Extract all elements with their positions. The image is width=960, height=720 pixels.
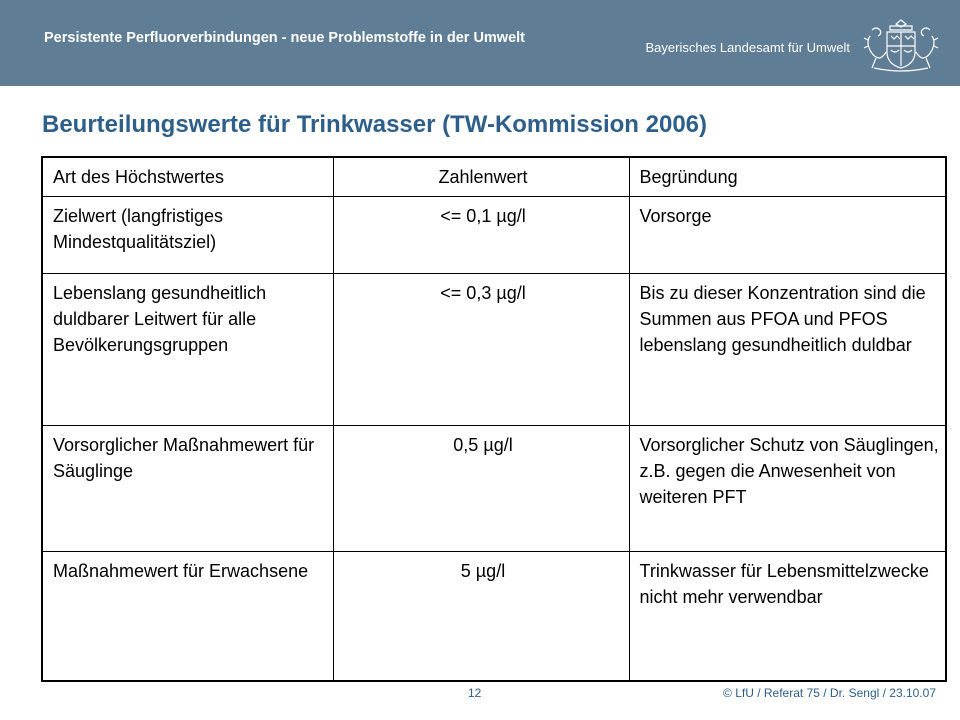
cell-type: Lebenslang gesundheitlich duldbarer Leitwert für alle Bevölkerungsgruppen [42,274,333,426]
column-header-type: Art des Höchstwertes [42,157,333,197]
cell-reason: Trinkwasser für Lebensmittelzwecke nicht mehr verwendbar [629,552,946,681]
cell-value: <= 0,1 µg/l [333,197,629,274]
presentation-title: Persistente Perfluorverbindungen - neue Problemstoffe in der Umwelt [44,30,526,46]
table-row [42,197,946,274]
cell-reason: Bis zu dieser Konzentration sind die Summen aus PFOA und PFOS lebenslang gesundheitlich duldbar [629,274,946,426]
assessment-values-table [41,156,947,682]
table-row [42,274,946,426]
organization-name: Bayerisches Landesamt für Umwelt [645,40,850,55]
footer-credit: © LfU / Referat 75 / Dr. Sengl / 23.10.07 [723,686,936,700]
cell-reason: Vorsorge [629,197,946,274]
cell-value: <= 0,3 µg/l [333,274,629,426]
page-number: 12 [468,686,482,700]
table-row [42,426,946,552]
column-header-value: Zahlenwert [333,157,629,197]
slide-header [0,0,960,86]
bavarian-coat-of-arms-icon [860,16,942,74]
cell-value: 0,5 µg/l [333,426,629,552]
cell-type: Vorsorglicher Maßnahmewert für Säuglinge [42,426,333,552]
slide-title: Beurteilungswerte für Trinkwasser (TW-Kommission 2006) [42,111,708,138]
cell-reason: Vorsorglicher Schutz von Säuglingen, z.B. gegen die Anwesenheit von weiteren PFT [629,426,946,552]
cell-type: Maßnahmewert für Erwachsene [42,552,333,681]
table-row [42,552,946,681]
cell-value: 5 µg/l [333,552,629,681]
cell-type: Zielwert (langfristiges Mindestqualitätsziel) [42,197,333,274]
column-header-reason: Begründung [629,157,946,197]
table-header-row [42,157,946,197]
